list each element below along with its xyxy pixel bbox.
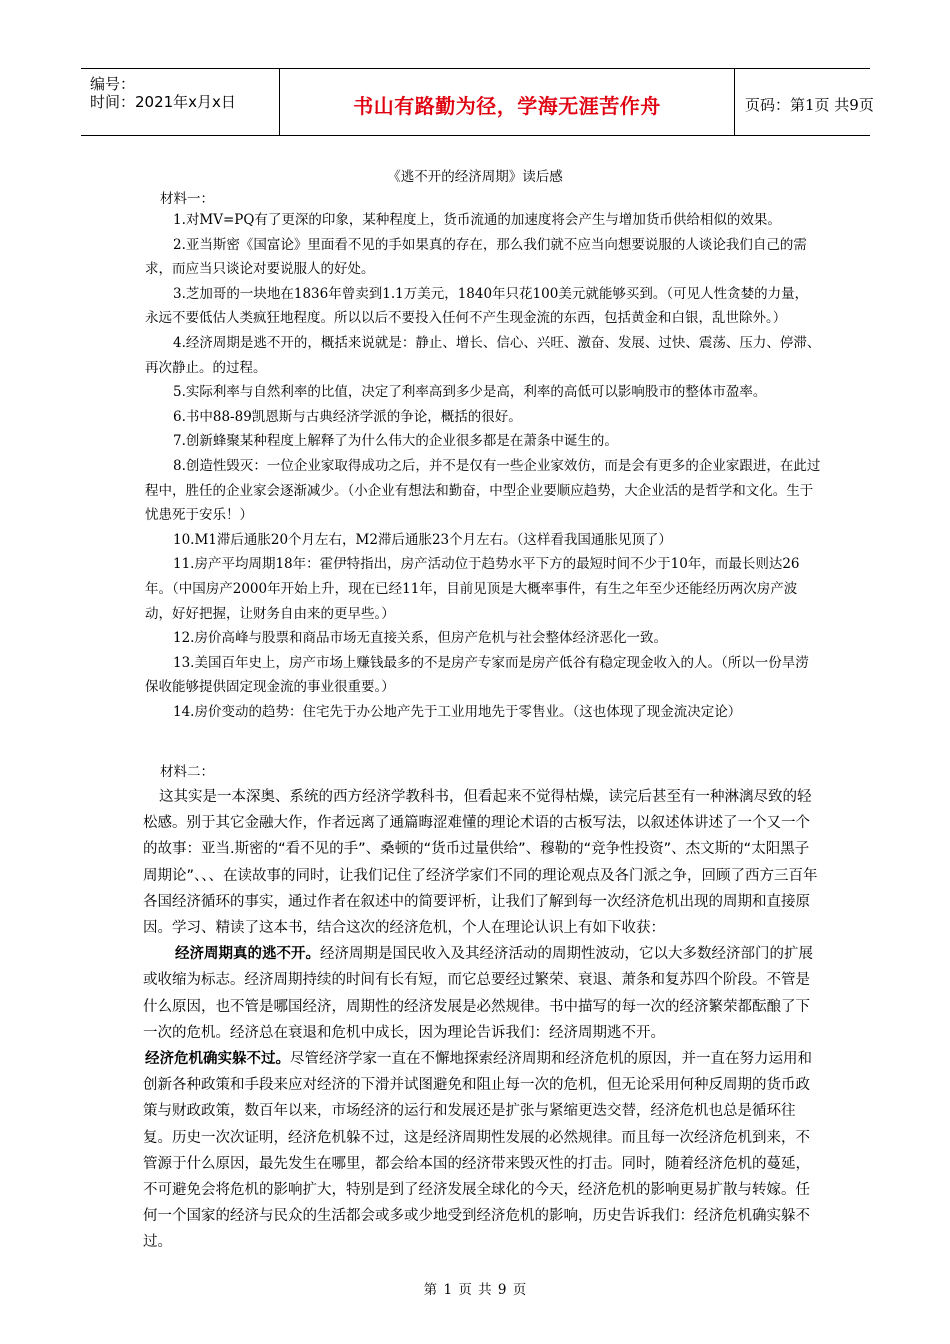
motto: 书山有路勤为径，学海无涯苦作舟 [353, 94, 661, 118]
material2-intro: 这其实是一本深奥、系统的西方经济学教科书，但看起来不觉得枯燥，读完后甚至有一种淋漓尽致的轻松感。别于其它金融大作，作者远离了通篇晦涩难懂的理论术语的古板写法，以叙述体讲述了一个又一个的故事：亚当.斯密的“看不见的手”、桑顿的“货币过量供给”、穆勒的“竞争性投资”、杰文斯的“太阳黑子周期论”、、、在读故事的同时，让我们记住了经济学家们不同的理论观点及各门派之争，回顾了西方三百年各国经济循环的事实，通过作者在叙述中的简要评析，让我们了解到每一次经济危机出现的周期和直接原因。学习、精读了这本书，结合这次的经济危机，个人在理论认识上有如下收获： [143, 789, 818, 937]
page-number-label: 页码：第1页 共9页 [745, 96, 874, 114]
document-title: 《逃不开的经济周期》读后感 [387, 169, 563, 185]
paragraph-crisis [143, 1046, 821, 1256]
paragraph-cycle-heading: 经济周期真的逃不开。 [175, 946, 320, 963]
list-item: 12.房价高峰与股票和商品市场无直接关系，但房产危机与社会整体经济恶化一致。 [173, 630, 667, 647]
list-item: 10.M1滞后通胀20个月左右，M2滞后通胀23个月左右。（这样看我国通胀见顶了） [173, 531, 672, 548]
material2-body [143, 784, 821, 1256]
date-label: 时间：2021年x月x日 [90, 93, 236, 111]
list-item: 8.创造性毁灭：一位企业家取得成功之后，并不是仅有一些企业家效仿，而是会有更多的企业家跟进，在此过程中，胜任的企业家会逐渐减少。（小企业有想法和勤奋，中型企业要顺应趋势，大企业活的是哲学和文化。生于忧患死于安乐！） [145, 457, 821, 524]
header-left-cell [81, 69, 279, 135]
list-item: 2.亚当斯密《国富论》里面看不见的手如果真的存在，那么我们就不应当向想要说服的人谈论我们自己的需求，而应当只谈论对要说服人的好处。 [145, 236, 807, 278]
material2-heading: 材料二： [160, 764, 214, 780]
header-table [81, 68, 874, 136]
list-item: 1.对MV=PQ有了更深的印象，某种程度上，货币流通的加速度将会产生与增加货币供给相似的效果。 [173, 212, 781, 228]
list-item: 13.美国百年史上，房产市场上赚钱最多的不是房产专家而是房产低谷有稳定现金收入的人。（所以一份旱涝保收能够提供固定现金流的事业很重要。） [145, 654, 809, 696]
list-item: 6.书中88-89凯恩斯与古典经济学派的争论，概括的很好。 [173, 408, 522, 425]
page-footer: 第 1 页 共 9 页 [423, 1282, 527, 1298]
header-right-cell [735, 69, 874, 135]
list-item: 7.创新蜂聚某种程度上解释了为什么伟大的企业很多都是在萧条中诞生的。 [173, 433, 618, 450]
paragraph-cycle-text: 经济周期是国民收入及其经济活动的周期性波动，它以大多数经济部门的扩展或收缩为标志。经济周期持续的时间有长有短，而它总要经过繁荣、衰退、萧条和复苏四个阶段。不管是什么原因，也不管是哪国经济，周期性的经济发展是必然规律。书中描写的每一次的经济繁荣都酝酿了下一次的危机。经济总在衰退和危机中成长，因为理论告诉我们：经济周期逃不开。 [143, 946, 813, 1041]
list-item: 5.实际利率与自然利率的比值，决定了利率高到多少是高，利率的高低可以影响股市的整体市盈率。 [173, 384, 767, 401]
paragraph-cycle [143, 941, 821, 1046]
paragraph-crisis-heading: 经济危机确实躲不过。 [145, 1051, 290, 1068]
material1-list [145, 208, 821, 724]
list-item: 4.经济周期是逃不开的，概括来说就是：静止、增长、信心、兴旺、激奋、发展、过快、震荡、压力、停滞、再次静止。的过程。 [145, 334, 821, 376]
paragraph-crisis-text: 尽管经济学家一直在不懈地探索经济周期和经济危机的原因，并一直在努力运用和创新各种政策和手段来应对经济的下滑并试图避免和阻止每一次的危机，但无论采用何种反周期的货币政策与财政政策，数百年以来，市场经济的运行和发展还是扩张与紧缩更迭交替，经济危机也总是循环往复。历史一次次证明，经济危机躲不过，这是经济周期性发展的必然规律。而且每一次经济危机到来，不管源于什么原因，最先发生在哪里，都会给本国的经济带来毁灭性的打击。同时，随着经济危机的蔓延，不可避免会将危机的影响扩大，特别是到了经济发展全球化的今天，经济危机的影响更易扩散与转嫁。任何一个国家的经济与民众的生活都会或多或少地受到经济危机的影响，历史告诉我们：经济危机确实躲不过。 [143, 1051, 812, 1251]
document-id-label: 编号： [90, 75, 136, 93]
list-item: 14.房价变动的趋势：住宅先于办公地产先于工业用地先于零售业。（这也体现了现金流决定论） [173, 703, 742, 720]
list-item: 11.房产平均周期18年：霍伊特指出，房产活动位于趋势水平下方的最短时间不少于10年，而最长则达26年。（中国房产2000年开始上升，现在已经11年，目前见顶是大概率事件，有生之年至少还能经历两次房产波动，好好把握，让财务自由来的更早些。） [145, 556, 800, 622]
material1-heading: 材料一： [160, 191, 214, 207]
header-motto-cell [279, 69, 735, 135]
list-item: 3.芝加哥的一块地在1836年曾卖到1.1万美元，1840年只花100美元就能够买到。（可见人性贪婪的力量，永远不要低估人类疯狂地程度。所以以后不要投入任何不产生现金流的东西，包括黄金和白银，乱世除外。） [145, 285, 809, 327]
